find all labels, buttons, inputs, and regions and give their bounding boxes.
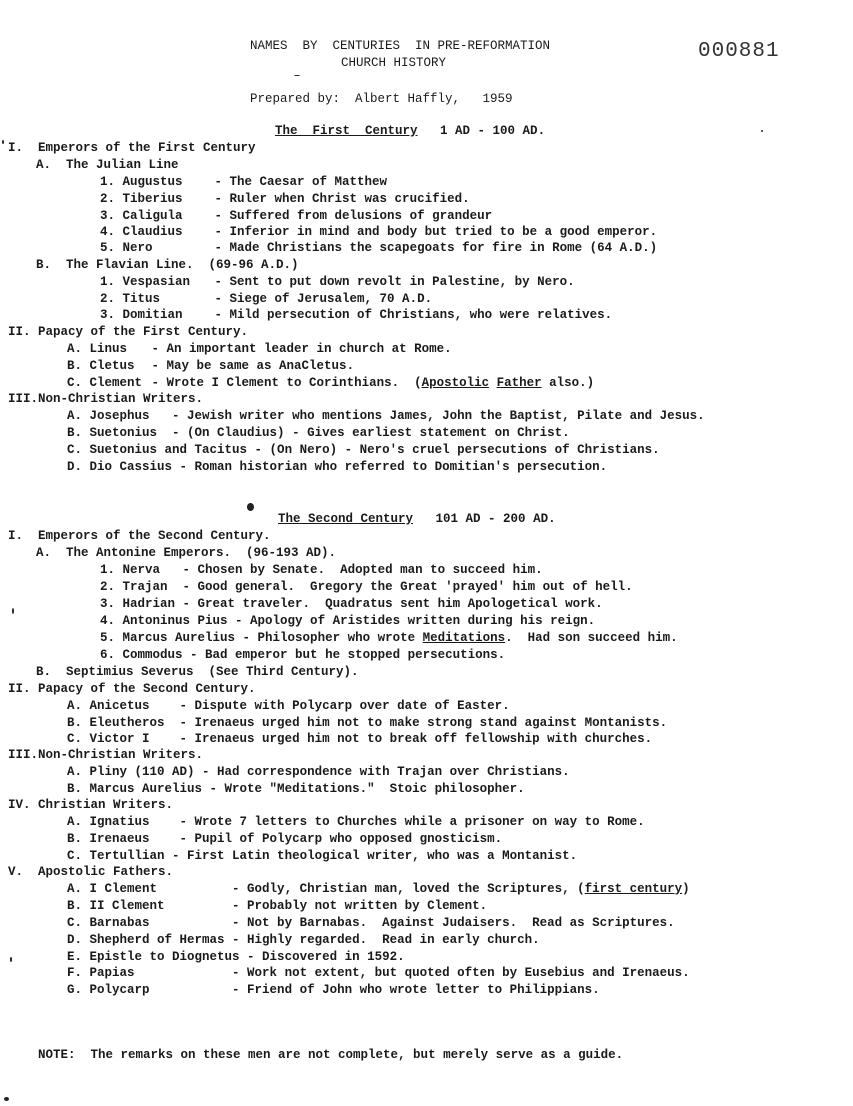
first-century-title: The First Century	[275, 124, 418, 138]
list-item: A. Ignatius - Wrote 7 letters to Churches while a prisoner on way to Rome.	[67, 815, 645, 829]
list-item: D. Shepherd of Hermas - Highly regarded. Read in early church.	[67, 933, 540, 947]
list-item: A. Anicetus - Dispute with Polycarp over date of Easter.	[67, 699, 510, 713]
list-item: B. Suetonius - (On Claudius) - Gives earliest statement on Christ.	[67, 426, 570, 440]
list-item: B. Cletus - May be same as AnaCletus.	[67, 359, 355, 373]
list-item: 2. Titus - Siege of Jerusalem, 70 A.D.	[100, 292, 433, 306]
list-item: D. Dio Cassius - Roman historian who referred to Domitian's persecution.	[67, 460, 608, 474]
ink-dot	[247, 503, 254, 511]
section-label: IV. Christian Writers.	[8, 798, 174, 812]
second-century-title: The Second Century	[278, 512, 414, 526]
section-label: III.Non-Christian Writers.	[8, 392, 204, 406]
list-item: 2. Tiberius - Ruler when Christ was crucified.	[100, 192, 470, 206]
list-item: B. Eleutheros - Irenaeus urged him not to make strong stand against Montanists.	[67, 716, 668, 730]
list-item: 6. Commodus - Bad emperor but he stopped persecutions.	[100, 648, 506, 662]
section-label: III.Non-Christian Writers.	[8, 748, 204, 762]
list-item: 1. Vespasian - Sent to put down revolt in Palestine, by Nero.	[100, 275, 575, 289]
list-item: B. Irenaeus - Pupil of Polycarp who opposed gnosticism.	[67, 832, 503, 846]
list-item: C. Barnabas - Not by Barnabas. Against Judaisers. Read as Scriptures.	[67, 916, 675, 930]
list-item: A. Pliny (110 AD) - Had correspondence with Trajan over Christians.	[67, 765, 570, 779]
list-item: A. Josephus - Jewish writer who mentions James, John the Baptist, Pilate and Jesus.	[67, 409, 705, 423]
section-label: II. Papacy of the First Century.	[8, 325, 249, 339]
list-item: 3. Caligula - Suffered from delusions of grandeur	[100, 209, 493, 223]
list-item: 3. Domitian - Mild persecution of Christians, who were relatives.	[100, 308, 613, 322]
first-century-range: 1 AD - 100 AD.	[440, 124, 546, 138]
list-item: C. Clement - Wrote I Clement to Corinthians. (Apostolic Father also.)	[67, 376, 595, 390]
subsection-label: B. The Flavian Line. (69-96 A.D.)	[36, 258, 299, 272]
first-century-heading	[275, 123, 545, 139]
scan-speck	[761, 130, 763, 132]
section-label: I. Emperors of the Second Century.	[8, 529, 271, 543]
second-century-range: 101 AD - 200 AD.	[435, 512, 556, 526]
list-item: 5. Nero - Made Christians the scapegoats for fire in Rome (64 A.D.)	[100, 241, 658, 255]
list-item: 4. Antoninus Pius - Apology of Aristides written during his reign.	[100, 614, 596, 628]
document-number: 000881	[698, 40, 780, 63]
scan-speck	[4, 1097, 9, 1101]
subsection-label: A. The Julian Line	[36, 158, 179, 172]
list-item: G. Polycarp - Friend of John who wrote letter to Philippians.	[67, 983, 600, 997]
prepared-by: Prepared by: Albert Haffly, 1959	[250, 92, 513, 106]
list-item: 2. Trajan - Good general. Gregory the Great 'prayed' him out of hell.	[100, 580, 633, 594]
list-item: 1. Nerva - Chosen by Senate. Adopted man to succeed him.	[100, 563, 543, 577]
scan-speck	[294, 75, 300, 76]
subsection-label: B. Septimius Severus (See Third Century).	[36, 665, 359, 679]
list-item: E. Epistle to Diognetus - Discovered in 1592.	[67, 950, 405, 964]
list-item: C. Victor I - Irenaeus urged him not to break off fellowship with churches.	[67, 732, 653, 746]
list-item: C. Tertullian - First Latin theological writer, who was a Montanist.	[67, 849, 578, 863]
scan-speck	[10, 957, 12, 962]
footer-note: NOTE: The remarks on these men are not complete, but merely serve as a guide.	[38, 1048, 624, 1062]
section-label: I. Emperors of the First Century	[8, 141, 256, 155]
scan-speck	[2, 140, 4, 144]
list-item: C. Suetonius and Tacitus - (On Nero) - Nero's cruel persecutions of Christians.	[67, 443, 660, 457]
list-item: 3. Hadrian - Great traveler. Quadratus sent him Apologetical work.	[100, 597, 603, 611]
second-century-heading	[278, 511, 556, 527]
list-item: B. Marcus Aurelius - Wrote "Meditations." Stoic philosopher.	[67, 782, 525, 796]
title-line-2: CHURCH HISTORY	[341, 56, 447, 70]
list-item: F. Papias - Work not extent, but quoted often by Eusebius and Irenaeus.	[67, 966, 690, 980]
section-label: V. Apostolic Fathers.	[8, 865, 174, 879]
list-item: B. II Clement - Probably not written by Clement.	[67, 899, 488, 913]
scan-speck	[12, 608, 14, 614]
title-line-1: NAMES BY CENTURIES IN PRE-REFORMATION	[250, 39, 551, 53]
list-item: A. I Clement - Godly, Christian man, loved the Scriptures, (first century)	[67, 882, 690, 896]
list-item: A. Linus - An important leader in church at Rome.	[67, 342, 452, 356]
list-item: 5. Marcus Aurelius - Philosopher who wrote Meditations. Had son succeed him.	[100, 631, 678, 645]
list-item: 4. Claudius - Inferior in mind and body but tried to be a good emperor.	[100, 225, 658, 239]
list-item: 1. Augustus - The Caesar of Matthew	[100, 175, 388, 189]
subsection-label: A. The Antonine Emperors. (96-193 AD).	[36, 546, 337, 560]
section-label: II. Papacy of the Second Century.	[8, 682, 256, 696]
